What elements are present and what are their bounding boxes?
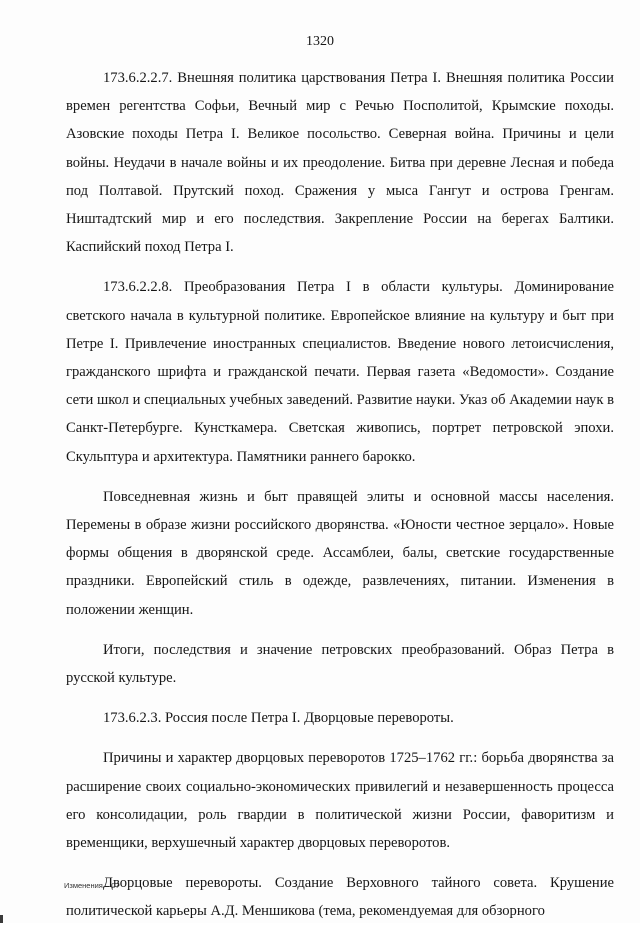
document-body xyxy=(66,64,614,938)
paragraph-section-heading-coups: 173.6.2.3. Россия после Петра I. Дворцовые перевороты. xyxy=(103,710,454,727)
page-number: 1320 xyxy=(306,34,334,49)
paragraph-foreign-policy-peter-i: 173.6.2.2.7. Внешняя политика царствования Петра I. Внешняя политика России времен регентства Софьи, Вечный мир с Речью Посполитой, Крымские походы. Азовские походы Петра I. Великое посольство. Северная война. Причины и цели войны. Неудачи в начале войны и их преодоление. Битва при деревне Лесная и победа под Полтавой. Прутский поход. Сражения у мыса Гангут и острова Гренгам. Ништадтский мир и его последствия. Закрепление России на берегах Балтики. Каспийский поход Петра I. xyxy=(66,70,614,256)
paragraph-culture-reforms: 173.6.2.2.8. Преобразования Петра I в области культуры. Доминирование светского начала в культурной политике. Европейское влияние на культуру и быт при Петре I. Привлечение иностранных специалистов. Введение нового летоисчисления, гражданского шрифта и гражданской печати. Первая газета «Ведомости». Создание сети школ и специальных учебных заведений. Развитие науки. Указ об Академии наук в Санкт-Петербурге. Кунсткамера. Светская живопись, портрет петровской эпохи. Скульптура и архитектура. Памятники раннего барокко. xyxy=(66,279,614,465)
paragraph-coups-events: Дворцовые перевороты. Создание Верховного тайного совета. Крушение политической карьеры А.Д. Меншикова (тема, рекомендуемая для обзорного xyxy=(66,875,614,920)
footer-revision-note: Изменения – 07 xyxy=(64,881,120,890)
paragraph-coups-causes: Причины и характер дворцовых переворотов 1725–1762 гг.: борьба дворянства за расширение своих социально-экономических привилегий и незавершенность процесса его консолидации, роль гвардии в политической жизни России, фаворитизм и временщики, верхушечный характер дворцовых переворотов. xyxy=(66,750,614,852)
scan-artifact-mark xyxy=(0,915,3,923)
paragraph-results-reforms: Итоги, последствия и значение петровских преобразований. Образ Петра в русской культуре. xyxy=(66,641,614,687)
paragraph-everyday-life: Повседневная жизнь и быт правящей элиты и основной массы населения. Перемены в образе жизни российского дворянства. «Юности честное зерцало». Новые формы общения в дворянской среде. Ассамблеи, балы, светские государственные праздники. Европейский стиль в одежде, развлечениях, питании. Изменения в положении женщин. xyxy=(66,488,614,618)
